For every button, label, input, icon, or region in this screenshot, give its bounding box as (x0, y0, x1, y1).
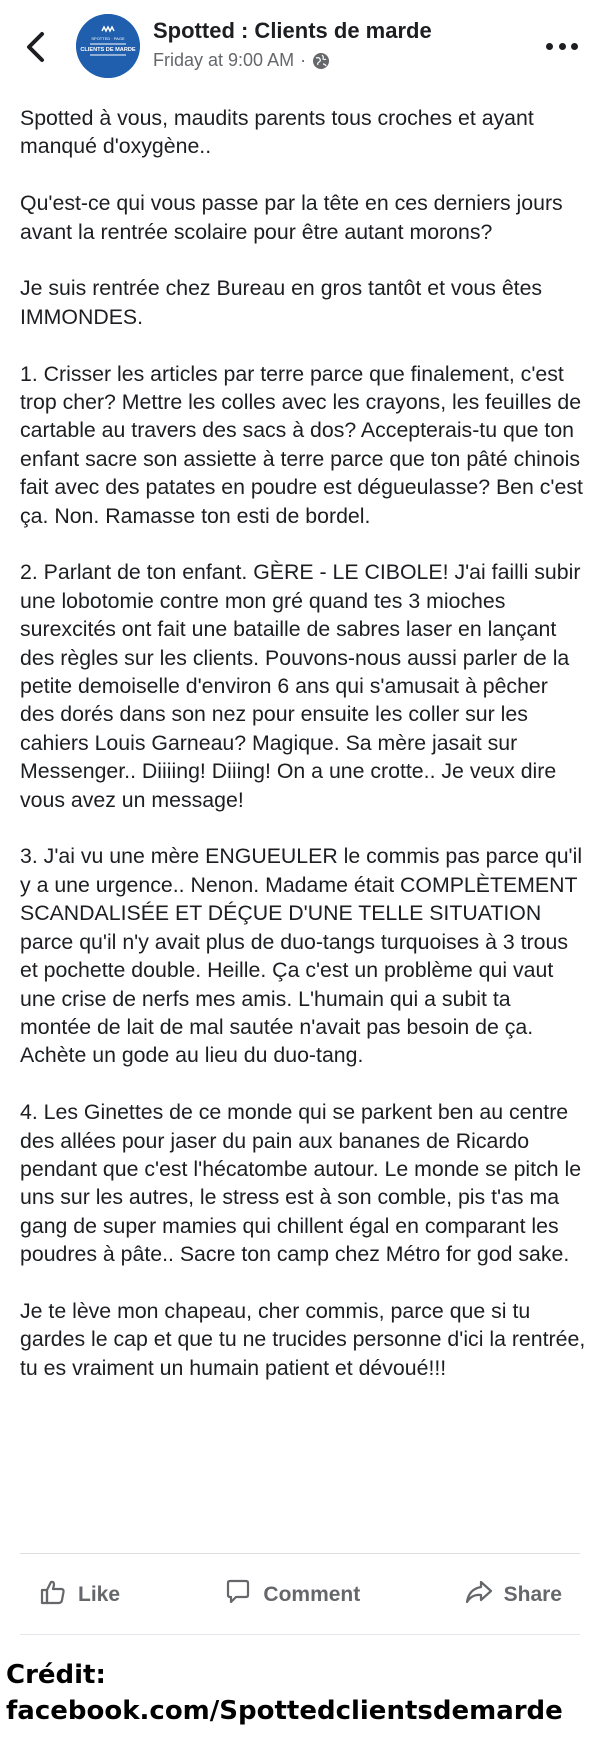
meta-separator: · (300, 50, 307, 70)
post-paragraph: 1. Crisser les articles par terre parce que finalement, c'est trop cher? Mettre les colles avec les crayons, les feuilles de cartable au travers des sacs à dos? Accepterais-tu que ton enfant sacre son assiette à terre parce que ton pâté chinois fait avec des patates en poudre est dégueulasse? Ben c'est ça. Non. Ramasse ton esti de bordel. (20, 361, 583, 528)
post-paragraph: 4. Les Ginettes de ce monde qui se parkent ben au centre des allées pour jaser du pain aux bananes de Ricardo pendant que c'est l'hécatombe autour. Le monde se pitch le uns sur les autres, le stress est à son comble, pis t'as ma gang de super mamies qui chillent égal en comparant les poudres à pâte.. Sacre ton camp chez Métro for god sake. (20, 1100, 582, 1267)
dot (571, 43, 578, 50)
post-action-bar (20, 1560, 580, 1630)
like-label: Like (78, 1583, 121, 1606)
post-time[interactable]: Friday at 9:00 AM (153, 50, 295, 70)
dot (546, 43, 553, 50)
share-arrow-icon (464, 1577, 494, 1613)
post-text (20, 104, 586, 1382)
page-avatar[interactable] (76, 14, 140, 78)
globe-icon (312, 52, 330, 70)
credit-url: facebook.com/Spottedclientsdemarde (6, 1696, 563, 1726)
post-paragraph: Spotted à vous, maudits parents tous croches et ayant manqué d'oxygène.. (20, 106, 534, 159)
divider (20, 1553, 580, 1554)
svg-text:SPOTTED · PAGE: SPOTTED · PAGE (91, 36, 125, 41)
share-label: Share (503, 1583, 562, 1606)
more-options-icon[interactable] (546, 36, 578, 56)
comment-label: Comment (263, 1583, 361, 1606)
page-name[interactable]: Spotted : Clients de marde (153, 18, 432, 43)
credit-caption (6, 1657, 596, 1729)
back-arrow-icon[interactable] (22, 30, 50, 64)
like-button[interactable] (20, 1577, 138, 1613)
comment-bubble-icon (223, 1577, 253, 1613)
post-paragraph: 3. J'ai vu une mère ENGUEULER le commis pas parce qu'il y a une urgence.. Nenon. Madame était COMPLÈTEMENT SCANDALISÉE ET DÉÇUE D'UNE TELLE SITUATION parce qu'il n'y avait plus de duo-tangs turquoises à 3 trous et pochette double. Heille. Ça c'est un problème qui vaut une crise de nerfs mes amis. L'humain qui a subit ta montée de lait de mal sautée n'avait pas besoin de ça. Achète un gode au lieu du duo-tang. (20, 844, 583, 1068)
post-paragraph: Je suis rentrée chez Bureau en gros tantôt et vous êtes IMMONDES. (20, 276, 543, 329)
post-paragraph: 2. Parlant de ton enfant. GÈRE - LE CIBOLE! J'ai failli subir une lobotomie contre mon gré quand tes 3 mioches surexcités ont fait une bataille de sabres laser en lançant des règles sur les clients. Pouvons-nous aussi parler de la petite demoiselle d'environ 6 ans qui s'amusait à pêcher des dorés dans son nez pour ensuite les coller sur les cahiers Louis Garneau? Magique. Sa mère jasait sur Messenger.. Diiiing! Diiing! On a une crotte.. Je veux dire vous avez un message! (20, 560, 581, 812)
post-meta (153, 50, 330, 71)
post-header (0, 0, 600, 95)
credit-label: Crédit: (6, 1660, 106, 1690)
divider (20, 1634, 580, 1635)
dot (559, 43, 566, 50)
comment-button[interactable] (205, 1577, 378, 1613)
svg-text:CLIENTS DE MARDE: CLIENTS DE MARDE (80, 47, 136, 53)
share-button[interactable] (446, 1577, 580, 1613)
thumbs-up-icon (38, 1577, 68, 1613)
post-paragraph: Qu'est-ce qui vous passe par la tête en ces derniers jours avant la rentrée scolaire pour être autant morons? (20, 191, 563, 244)
post-paragraph: Je te lève mon chapeau, cher commis, parce que si tu gardes le cap et que tu ne trucides personne d'ici la rentrée, tu es vraiment un humain patient et dévoué!!! (20, 1298, 586, 1380)
